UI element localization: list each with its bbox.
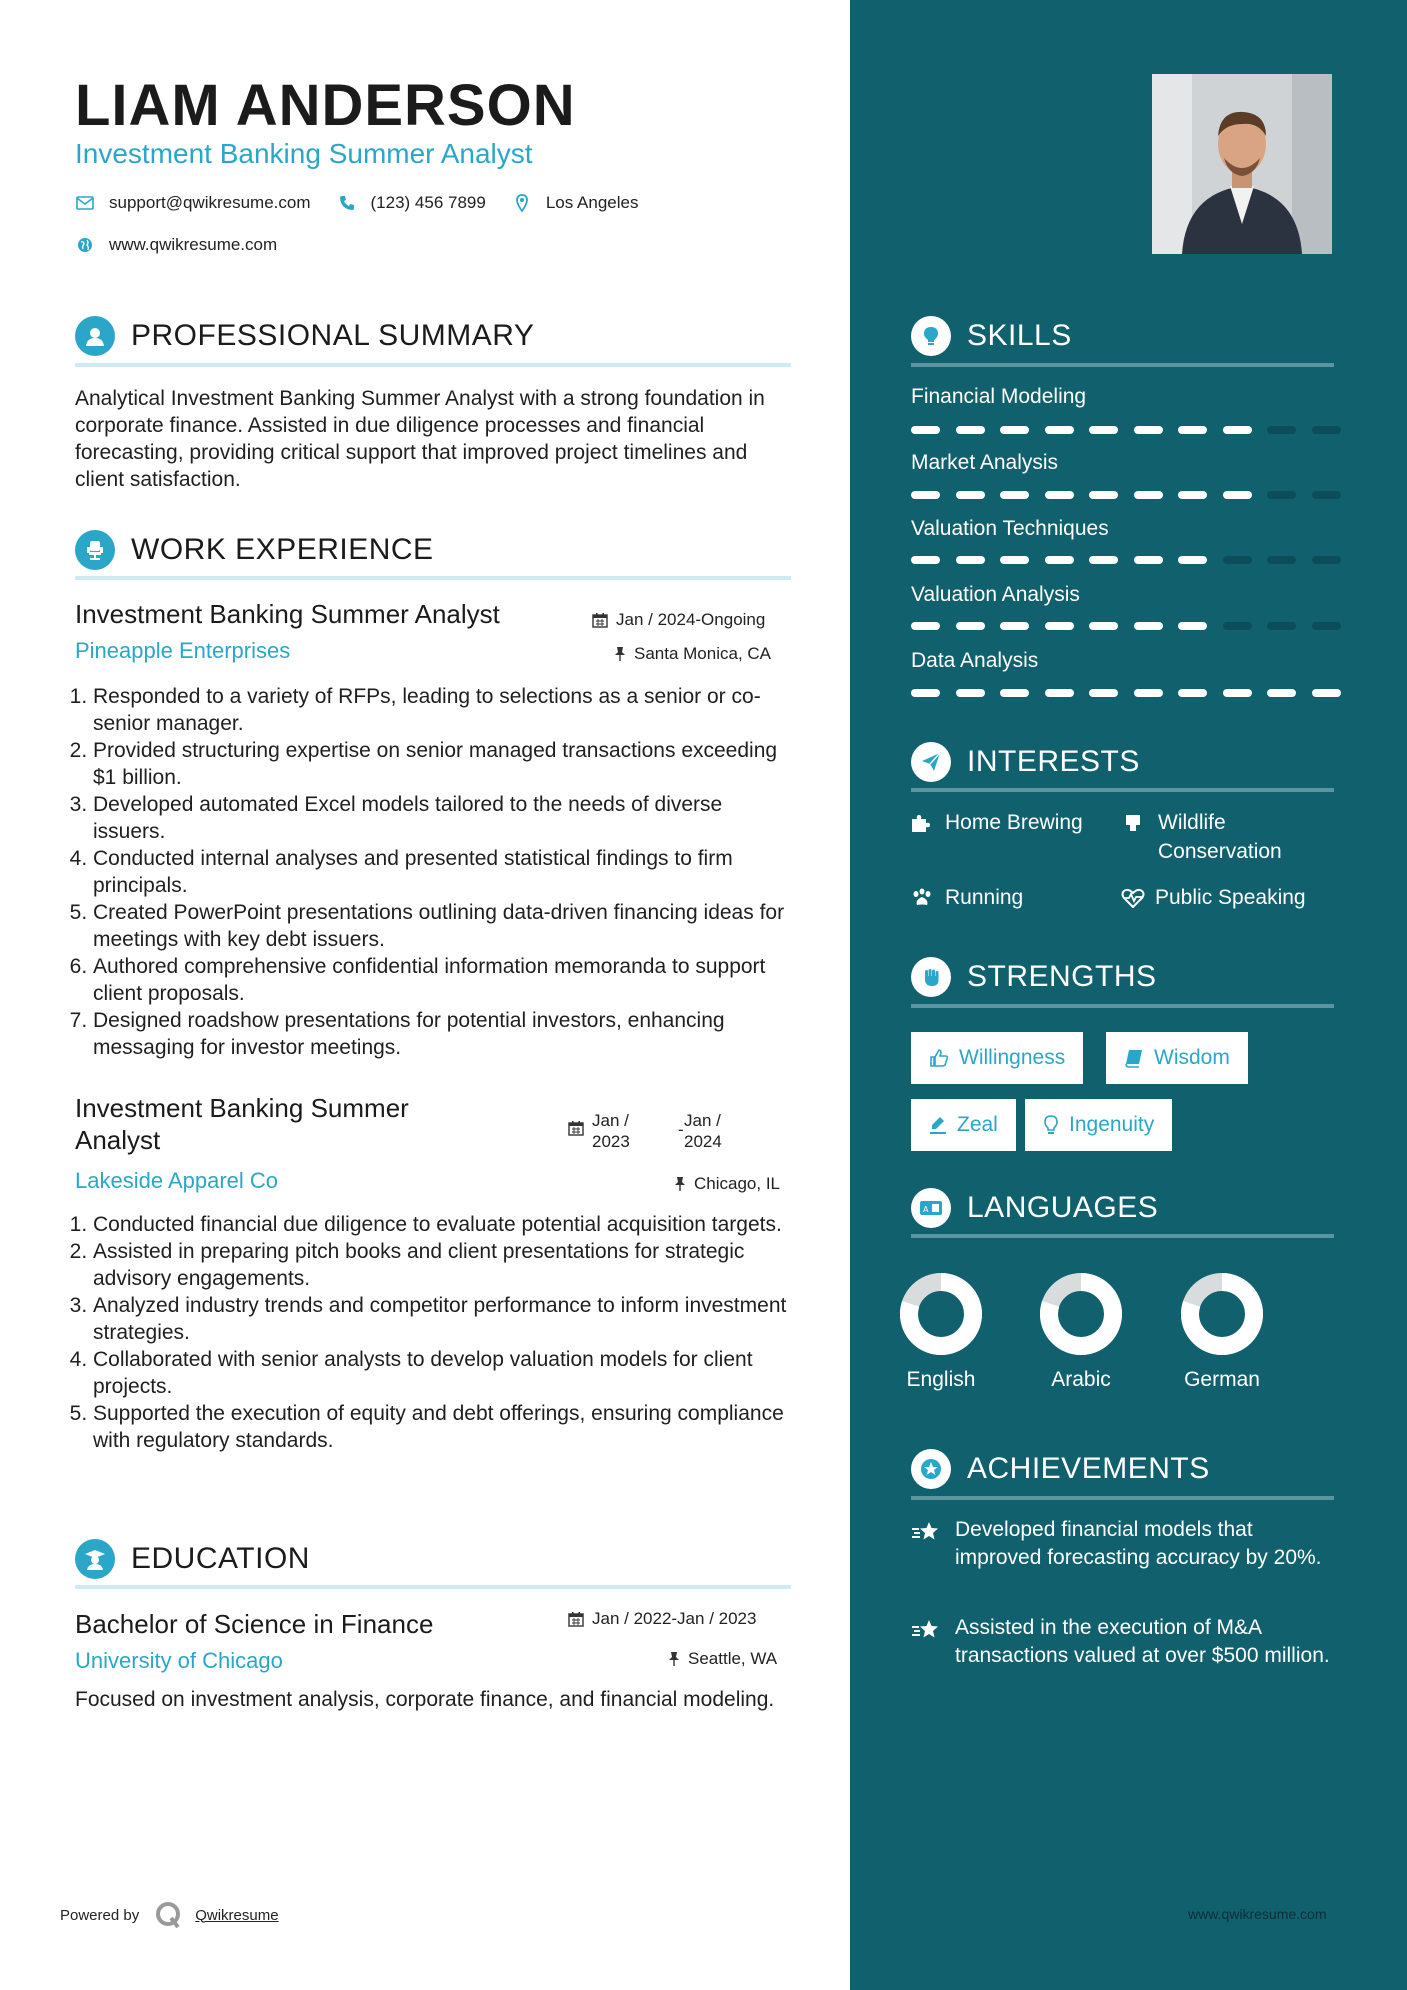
skill-dot bbox=[911, 622, 940, 630]
strength-label: Wisdom bbox=[1154, 1046, 1230, 1069]
job-2-date bbox=[568, 1110, 744, 1152]
language-ring bbox=[1039, 1272, 1123, 1356]
achievements-divider bbox=[911, 1496, 1334, 1500]
job-2-title: Investment Banking Summer Analyst bbox=[75, 1093, 409, 1155]
skill-dot bbox=[956, 689, 985, 697]
skill-dot bbox=[1312, 622, 1341, 630]
pushpin-icon bbox=[674, 1176, 686, 1192]
job-1-location-text: Santa Monica, CA bbox=[634, 644, 772, 663]
skill-rating bbox=[911, 689, 1356, 697]
skill-dot bbox=[1223, 622, 1252, 630]
strengths-divider bbox=[911, 1004, 1334, 1008]
contact-email[interactable] bbox=[75, 193, 311, 213]
puzzle-icon bbox=[911, 808, 937, 837]
list-item: 4. Collaborated with senior analysts to develop valuation models for client projects. bbox=[93, 1346, 798, 1400]
strength-ingenuity bbox=[1025, 1099, 1172, 1151]
achievements-heading bbox=[911, 1449, 1210, 1489]
languages-heading bbox=[911, 1188, 1158, 1228]
skill-dot bbox=[956, 556, 985, 564]
skill-dot bbox=[1267, 689, 1296, 697]
calendar-icon bbox=[568, 1611, 584, 1627]
skills-divider bbox=[911, 363, 1334, 367]
fist-icon bbox=[911, 957, 951, 997]
job-1-responsibilities bbox=[68, 683, 798, 1061]
skill-dot bbox=[1000, 426, 1029, 434]
language-card-icon bbox=[911, 1188, 951, 1228]
interests-title: INTERESTS bbox=[967, 745, 1140, 778]
strength-label: Zeal bbox=[957, 1113, 998, 1136]
skill-dot bbox=[911, 689, 940, 697]
qwikresume-logo-icon bbox=[153, 1900, 183, 1930]
skill-label: Data Analysis bbox=[911, 649, 1039, 672]
thumbs-up-icon bbox=[929, 1048, 949, 1068]
interest-running bbox=[911, 883, 1023, 912]
skill-dot bbox=[1000, 491, 1029, 499]
strength-label: Willingness bbox=[959, 1046, 1066, 1069]
skill-dot bbox=[1089, 622, 1118, 630]
contact-website[interactable] bbox=[75, 235, 277, 255]
skill-dot bbox=[1089, 689, 1118, 697]
interest-home-brewing bbox=[911, 808, 1083, 837]
job-2-location-text: Chicago, IL bbox=[694, 1174, 780, 1193]
skill-dot bbox=[1045, 491, 1074, 499]
language-label: German bbox=[1184, 1368, 1260, 1391]
pushpin-icon bbox=[668, 1651, 680, 1667]
skill-dot bbox=[1045, 426, 1074, 434]
footer-website[interactable]: www.qwikresume.com bbox=[1188, 1906, 1327, 1922]
skill-dot bbox=[1089, 491, 1118, 499]
language-ring bbox=[899, 1272, 983, 1356]
strength-willingness bbox=[911, 1032, 1083, 1084]
paw-icon bbox=[911, 883, 937, 912]
school-name[interactable]: University of Chicago bbox=[75, 1648, 283, 1673]
skill-dot bbox=[1267, 491, 1296, 499]
summary-divider bbox=[75, 363, 791, 367]
languages-title: LANGUAGES bbox=[967, 1191, 1159, 1224]
job-1-title: Investment Banking Summer Analyst bbox=[75, 599, 500, 629]
skill-dot bbox=[1312, 491, 1341, 499]
skill-dot bbox=[1178, 556, 1207, 564]
skill-label: Valuation Analysis bbox=[911, 583, 1080, 606]
skill-dot bbox=[1178, 491, 1207, 499]
skill-dot bbox=[1134, 689, 1163, 697]
skill-dot bbox=[1000, 622, 1029, 630]
skill-dot bbox=[1178, 622, 1207, 630]
phone-text: (123) 456 7899 bbox=[370, 193, 486, 212]
skill-dot bbox=[956, 491, 985, 499]
education-heading bbox=[75, 1539, 310, 1579]
degree-title: Bachelor of Science in Finance bbox=[75, 1609, 434, 1639]
achievement-item bbox=[911, 1614, 1341, 1670]
interest-label: Running bbox=[945, 886, 1024, 909]
skill-rating bbox=[911, 426, 1356, 434]
skill-rating bbox=[911, 556, 1356, 564]
job-2-date-separator: - bbox=[678, 1120, 684, 1139]
list-item: 3. Developed automated Excel models tailored to the needs of diverse issuers. bbox=[93, 791, 798, 845]
user-icon bbox=[75, 316, 115, 356]
job-1-date bbox=[592, 610, 765, 630]
skill-rating bbox=[911, 491, 1356, 499]
candidate-name: LIAM ANDERSON bbox=[75, 73, 576, 138]
strengths-title: STRENGTHS bbox=[967, 960, 1157, 993]
interest-label: Wildlife Conservation bbox=[1158, 811, 1282, 863]
heartbeat-icon bbox=[1121, 883, 1147, 912]
achievement-item bbox=[911, 1516, 1341, 1572]
contact-location bbox=[512, 193, 639, 213]
languages-divider bbox=[911, 1234, 1334, 1238]
skill-dot bbox=[956, 426, 985, 434]
paper-plane-icon bbox=[911, 742, 951, 782]
list-item: 2. Assisted in preparing pitch books and client presentations for strategic advisory engagements. bbox=[93, 1238, 798, 1292]
skill-dot bbox=[1134, 556, 1163, 564]
footer-powered-by bbox=[60, 1900, 279, 1930]
skill-dot bbox=[1223, 426, 1252, 434]
list-item: 6. Authored comprehensive confidential information memoranda to support client proposals. bbox=[93, 953, 798, 1007]
skill-label: Financial Modeling bbox=[911, 385, 1087, 408]
graduate-icon bbox=[75, 1539, 115, 1579]
interest-label: Home Brewing bbox=[945, 811, 1083, 834]
skill-dot bbox=[1267, 426, 1296, 434]
education-location bbox=[668, 1649, 777, 1669]
experience-heading bbox=[75, 530, 434, 570]
job-2-company[interactable]: Lakeside Apparel Co bbox=[75, 1168, 279, 1193]
lightbulb-icon bbox=[911, 316, 951, 356]
email-text: support@qwikresume.com bbox=[109, 193, 311, 212]
skill-dot bbox=[1045, 689, 1074, 697]
achievements-title: ACHIEVEMENTS bbox=[967, 1452, 1210, 1485]
experience-divider bbox=[75, 576, 791, 580]
list-item: 4. Conducted internal analyses and presented statistical findings to firm principals. bbox=[93, 845, 798, 899]
interests-divider bbox=[911, 788, 1334, 792]
list-item: 1. Responded to a variety of RFPs, leading to selections as a senior or co-senior manager. bbox=[93, 683, 798, 737]
achievement-text: Assisted in the execution of M&A transactions valued at over $500 million. bbox=[955, 1616, 1330, 1667]
skill-dot bbox=[1045, 622, 1074, 630]
education-date-text: Jan / 2022-Jan / 2023 bbox=[592, 1609, 757, 1628]
sidebar bbox=[850, 0, 1407, 1990]
language-label: Arabic bbox=[1051, 1368, 1111, 1391]
skills-heading bbox=[911, 316, 1072, 356]
skill-dot bbox=[1312, 689, 1341, 697]
skill-dot bbox=[1178, 689, 1207, 697]
location-text: Los Angeles bbox=[545, 193, 639, 212]
skill-dot bbox=[1089, 556, 1118, 564]
job-1-date-text: Jan / 2024-Ongoing bbox=[616, 610, 766, 629]
marker-icon bbox=[929, 1115, 947, 1135]
education-title: EDUCATION bbox=[131, 1542, 310, 1575]
skill-rating bbox=[911, 622, 1356, 630]
qwikresume-link[interactable]: Qwikresume bbox=[195, 1906, 279, 1924]
skill-label: Valuation Techniques bbox=[911, 517, 1109, 540]
strength-zeal bbox=[911, 1099, 1016, 1151]
education-description: Focused on investment analysis, corporate finance, and financial modeling. bbox=[75, 1688, 775, 1711]
skill-dot bbox=[1134, 491, 1163, 499]
website-text: www.qwikresume.com bbox=[109, 235, 278, 254]
list-item: 5. Supported the execution of equity and debt offerings, ensuring compliance with regulatory standards. bbox=[93, 1400, 798, 1454]
strengths-heading bbox=[911, 957, 1157, 997]
skill-dot bbox=[1223, 689, 1252, 697]
strength-label: Ingenuity bbox=[1069, 1113, 1155, 1136]
skill-dot bbox=[1267, 556, 1296, 564]
globe-icon bbox=[75, 235, 95, 255]
skill-dot bbox=[911, 556, 940, 564]
contact-phone[interactable] bbox=[337, 193, 486, 213]
lightbulb-icon bbox=[1043, 1115, 1059, 1135]
office-chair-icon bbox=[75, 530, 115, 570]
interest-wildlife-conservation bbox=[1124, 808, 1334, 866]
book-icon bbox=[1124, 1048, 1144, 1068]
skill-dot bbox=[1312, 426, 1341, 434]
interests-heading bbox=[911, 742, 1140, 782]
strength-wisdom bbox=[1106, 1032, 1248, 1084]
language-german bbox=[1167, 1272, 1277, 1392]
map-pin-icon bbox=[512, 193, 532, 213]
list-item: 5. Created PowerPoint presentations outlining data-driven financing ideas for meetings with key debt issuers. bbox=[93, 899, 798, 953]
skill-dot bbox=[1089, 426, 1118, 434]
skill-label: Market Analysis bbox=[911, 451, 1059, 474]
skill-dot bbox=[1267, 622, 1296, 630]
shooting-star-icon bbox=[911, 1614, 945, 1670]
skill-dot bbox=[911, 491, 940, 499]
shooting-star-icon bbox=[911, 1516, 945, 1572]
list-item: 1. Conducted financial due diligence to evaluate potential acquisition targets. bbox=[93, 1211, 798, 1238]
summary-title: PROFESSIONAL SUMMARY bbox=[131, 319, 535, 352]
language-arabic bbox=[1026, 1272, 1136, 1392]
flag-icon bbox=[1124, 808, 1150, 837]
skill-dot bbox=[1134, 622, 1163, 630]
education-divider bbox=[75, 1585, 791, 1589]
skill-dot bbox=[1045, 556, 1074, 564]
education-date bbox=[568, 1609, 756, 1629]
experience-title: WORK EXPERIENCE bbox=[131, 533, 434, 566]
education-location-text: Seattle, WA bbox=[688, 1649, 778, 1668]
language-label: English bbox=[906, 1368, 976, 1391]
powered-by-text: Powered by bbox=[60, 1906, 140, 1924]
skill-dot bbox=[1312, 556, 1341, 564]
contact-row bbox=[75, 193, 664, 213]
skills-title: SKILLS bbox=[967, 319, 1072, 352]
job-2-date-start: Jan / 2023 bbox=[592, 1111, 630, 1151]
candidate-title: Investment Banking Summer Analyst bbox=[75, 138, 533, 169]
interest-label: Public Speaking bbox=[1155, 886, 1306, 909]
job-2-responsibilities bbox=[68, 1211, 798, 1454]
profile-photo bbox=[1152, 74, 1332, 254]
job-1-location bbox=[614, 644, 771, 664]
svg-text:A: A bbox=[923, 1205, 929, 1214]
skill-dot bbox=[1223, 556, 1252, 564]
pushpin-icon bbox=[614, 646, 626, 662]
list-item: 7. Designed roadshow presentations for potential investors, enhancing messaging for investor meetings. bbox=[93, 1007, 798, 1061]
phone-icon bbox=[337, 193, 357, 213]
skill-dot bbox=[956, 622, 985, 630]
interest-public-speaking bbox=[1121, 883, 1306, 912]
language-ring bbox=[1180, 1272, 1264, 1356]
calendar-icon bbox=[592, 612, 608, 628]
skill-dot bbox=[1000, 556, 1029, 564]
skill-dot bbox=[1178, 426, 1207, 434]
summary-text: Analytical Investment Banking Summer Analyst with a strong foundation in corporate finance. Assisted in due diligence processes and financial forecasting, providing critical support that improved project timelines and client satisfaction. bbox=[75, 387, 765, 491]
summary-heading bbox=[75, 316, 534, 356]
list-item: 3. Analyzed industry trends and competitor performance to inform investment strategies. bbox=[93, 1292, 798, 1346]
skill-dot bbox=[1000, 689, 1029, 697]
achievement-text: Developed financial models that improved forecasting accuracy by 20%. bbox=[955, 1518, 1322, 1569]
list-item: 2. Provided structuring expertise on senior managed transactions exceeding $1 billion. bbox=[93, 737, 798, 791]
skill-dot bbox=[911, 426, 940, 434]
envelope-icon bbox=[75, 193, 95, 213]
skill-dot bbox=[1223, 491, 1252, 499]
job-2-date-end: Jan / 2024 bbox=[684, 1111, 722, 1151]
calendar-icon bbox=[568, 1120, 584, 1136]
language-english bbox=[886, 1272, 996, 1392]
job-2-location bbox=[674, 1174, 780, 1194]
star-badge-icon bbox=[911, 1449, 951, 1489]
job-1-company[interactable]: Pineapple Enterprises bbox=[75, 638, 291, 663]
skill-dot bbox=[1134, 426, 1163, 434]
